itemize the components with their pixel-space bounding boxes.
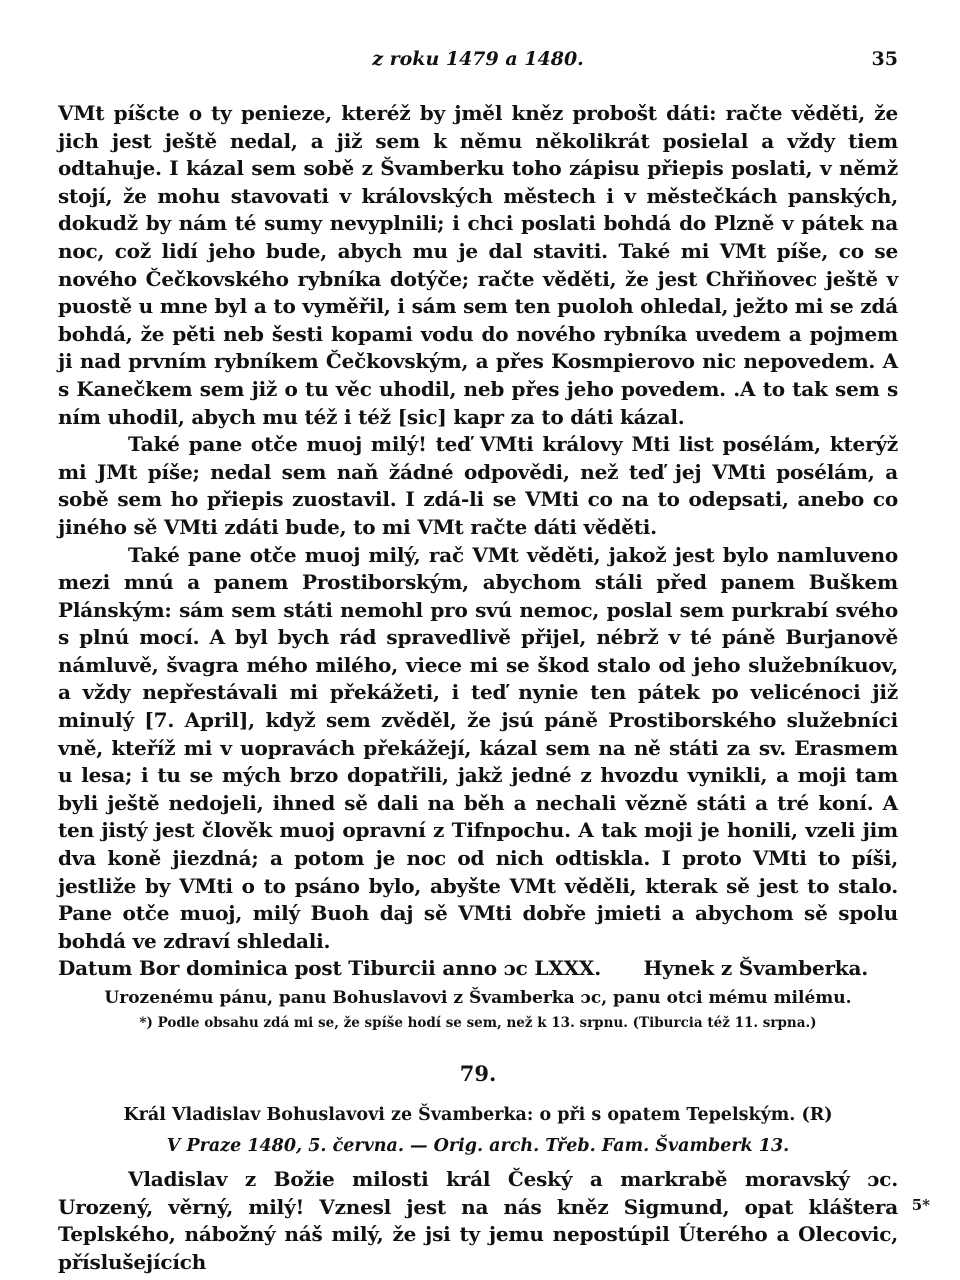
footnote: *) Podle obsahu zdá mi se, že spíše hodí se sem, než k 13. srpnu. (Tiburcia též 11. srpna.)	[139, 1015, 817, 1031]
paragraph: Vladislav z Božie milosti král Český a markrabě moravský ɔc. Urozený, věrný, milý! Vznesl jest na nás kněz Sigmund, opat kláštera Teplského, nábožný náš milý, že jsi ty jemu nepostúpil Úterého a Olecovic, příslušejících	[58, 1167, 898, 1274]
address: Urozenému pánu, panu Bohuslavovi z Švamberka ɔc, panu otci mému milému.	[104, 988, 852, 1008]
page-number: 35	[871, 48, 898, 70]
document-body	[58, 1166, 898, 1276]
letter-body	[58, 100, 898, 983]
paragraph: Také pane otče muoj milý, rač VMt věděti, jakož jest bylo namluveno mezi mnú a panem Prostiborským, abychom stáli před panem Buškem Plánským: sám sem státi nemohl pro svú nemoc, poslal sem purkrabí svého s plnú mocí. A byl bych rád spravedlivě přijel, nébrž v té páně Burjanově námluvě, švagra mého milého, viece mi se škod stalo od jeho služebníkuov, a vždy nepřestávali mi překážeti, i teď nynie ten pátek po velicénoci již minulý [7. April], když sem zvěděl, že jsú páně Prostiborského služebníci vně, kteříž mi v uopravách překážejí, kázal sem na ně státi za sv. Erasmem u lesa; i tu se mých brzo dopatřili, jakž jedné z hvozdu vynikli, a moji tam byli ještě nedojeli, ihned sě dali na běh a nechali vězně státi a tré koní. A ten jistý jest člověk muoj opravní z Tifnpochu. A tak moji je honili, vzeli jim dva koně jiezdná; a potom je noc od nich odtiskla. I proto VMti to píši, jestliže by VMti o to psáno bylo, abyšte VMt věděli, kterak sě jest to stalo. Pane otče muoj, milý Buoh daj sě VMti dobře jmieti a abychom sě spolu bohdá ve zdraví shledali.	[58, 542, 898, 953]
dating-line	[58, 955, 898, 983]
signature: Hynek z Švamberka.	[643, 956, 868, 981]
page-header	[58, 48, 898, 78]
document-title: Král Vladislav Bohuslavovi ze Švamberka: o při s opatem Tepelským. (R)	[123, 1105, 833, 1125]
dating: Datum Bor dominica post Tiburcii anno ɔc LXXX.	[58, 956, 601, 981]
page	[58, 48, 898, 1276]
paragraph: Také pane otče muoj milý! teď VMti královy Mti list posélám, kterýž mi JMt píše; nedal sem naň žádné odpovědi, než teď jej VMti posélám, a sobě sem ho přiepis zuostavil. I zdá-li se VMti co na to odepsati, anebo co jiného sě VMti zdáti bude, to mi VMt račte dáti věděti.	[58, 432, 898, 539]
document-number: 79.	[459, 1061, 497, 1086]
running-title: z roku 1479 a 1480.	[372, 48, 584, 70]
document-source: V Praze 1480, 5. června. — Orig. arch. Třeb. Fam. Švamberk 13.	[166, 1136, 790, 1156]
paragraph: VMt píšcte o ty penieze, kteréž by jměl kněz probošt dáti: račte věděti, že jich jest ještě nedal, a již sem k němu několikrát posielal a vždy tiem odtahuje. I kázal sem sobě z Švamberku toho zápisu přiepis poslati, v němž stojí, že mohu stavovati v královských městech i v městečkách panských, dokudž by nám té sumy nevyplnili; i chci poslati bohdá do Plzně v pátek na noc, což lidí jeho bude, abych mu je dal staviti. Také mi VMt píše, co se nového Čečkovského rybníka dotýče; račte věděti, že jest Chřiňovec ještě v puostě u mne byl a to vyměřil, i sám sem ten puoloh ohledal, ježto mi se zdá bohdá, že pěti neb šesti kopami vodu do nového rybníka uvedem a pojmem ji nad prvním rybníkem Čečkovským, a přes Kosmpierovo nic nepovedem. A s Kanečkem sem již o tu věc uhodil, neb přes jeho povedem. .A to tak sem s ním uhodil, abych mu též i též [sic] kapr za to dáti kázal.	[58, 101, 898, 429]
signature-mark: 5*	[911, 1196, 930, 1214]
